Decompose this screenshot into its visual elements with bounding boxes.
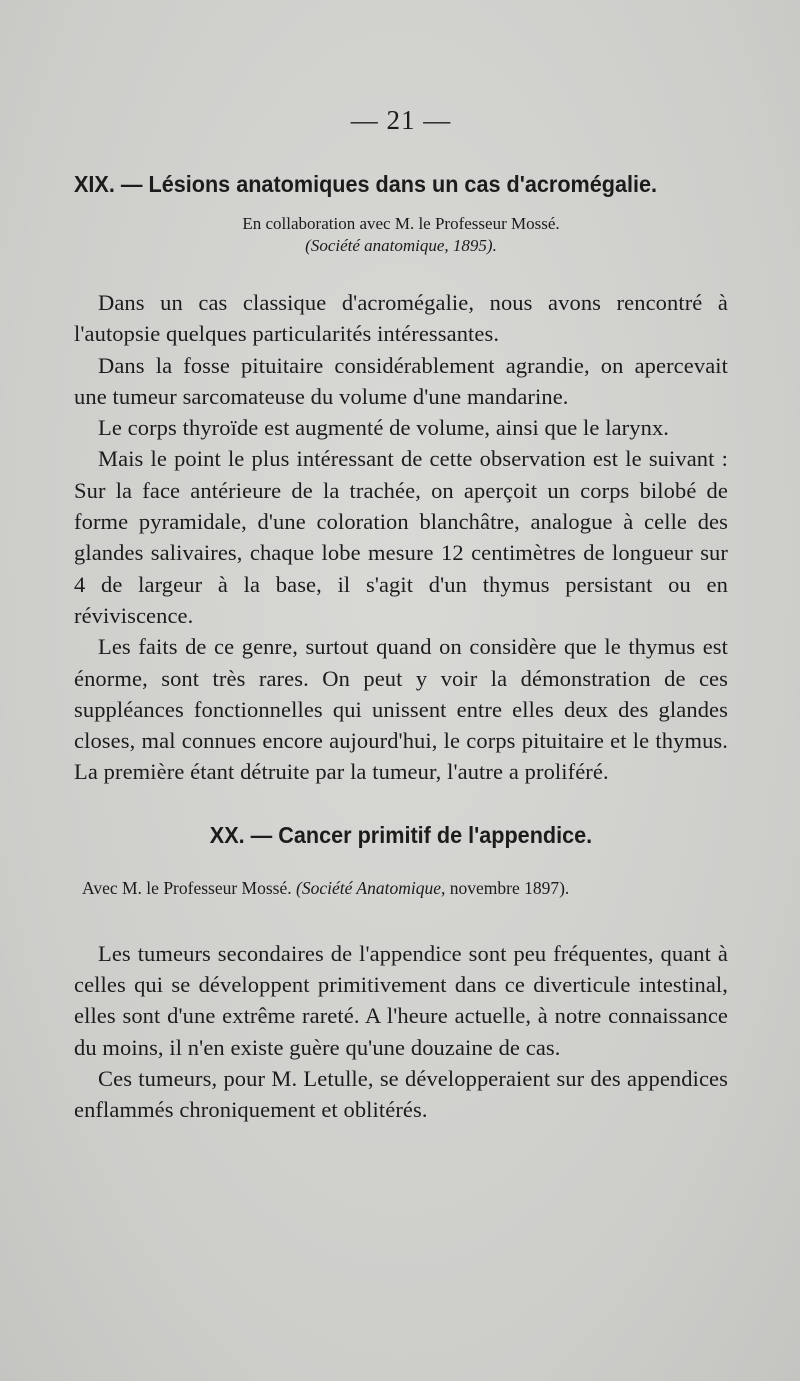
section-title-xix: XIX. — Lésions anatomiques dans un cas d'acromégalie.: [74, 171, 658, 197]
section-byline-xx: [82, 876, 728, 900]
spacer: [74, 788, 728, 820]
byline-author: Avec M. le Professeur Mossé.: [82, 877, 292, 898]
section-title-wrap-xx: [74, 820, 728, 850]
page-number: — 21 —: [350, 105, 452, 135]
byline-collaboration: En collaboration avec M. le Professeur Mossé.: [242, 214, 560, 233]
paragraph: Ces tumeurs, pour M. Letulle, se développeraient sur des appendices enflammés chroniquement et oblitérés.: [74, 1065, 728, 1123]
paragraph: Dans la fosse pituitaire considérablement agrandie, on apercevait une tumeur sarcomateuse du volume d'une mandarine.: [74, 352, 728, 409]
section-byline-xix: [74, 213, 728, 257]
page-content: [74, 105, 728, 1126]
paragraph: Dans un cas classique d'acromégalie, nous avons rencontré à l'autopsie quelques particularités intéressantes.: [74, 290, 728, 347]
byline-reference: (Société anatomique, 1895).: [305, 236, 497, 255]
paragraph: Mais le point le plus intéressant de cette observation est le suivant : Sur la face antérieure de la trachée, on aperçoit un corps bilobé de forme pyramidale, d'une coloration blanchâtre, analogue à celle des glandes salivaires, chaque lobe mesure 12 centimètres de longueur sur 4 de largeur à la base, il s'agit d'un thymus persistant ou en réviviscence.: [74, 446, 728, 628]
paragraph: Les tumeurs secondaires de l'appendice sont peu fréquentes, quant à celles qui se développent primitivement dans ce diverticule intestinal, elles sont d'une extrême rareté. A l'heure actuelle, à notre connaissance du moins, il n'en existe guère qu'une douzaine de cas.: [74, 940, 728, 1060]
paragraph: Les faits de ce genre, surtout quand on considère que le thymus est énorme, sont très rares. On peut y voir la démonstration de ces suppléances fonctionnelles qui unissent entre elles deux des glandes closes, mal connues encore aujourd'hui, le corps pituitaire et le thymus. La première étant détruite par la tumeur, l'autre a proliféré.: [74, 634, 728, 785]
spacer: [74, 257, 728, 287]
byline-date: novembre 1897).: [449, 877, 570, 898]
paragraph: Le corps thyroïde est augmenté de volume, ainsi que le larynx.: [98, 415, 670, 441]
section-title-xx: XX. — Cancer primitif de l'appendice.: [209, 821, 593, 848]
byline-reference: (Société Anatomique,: [296, 877, 446, 898]
